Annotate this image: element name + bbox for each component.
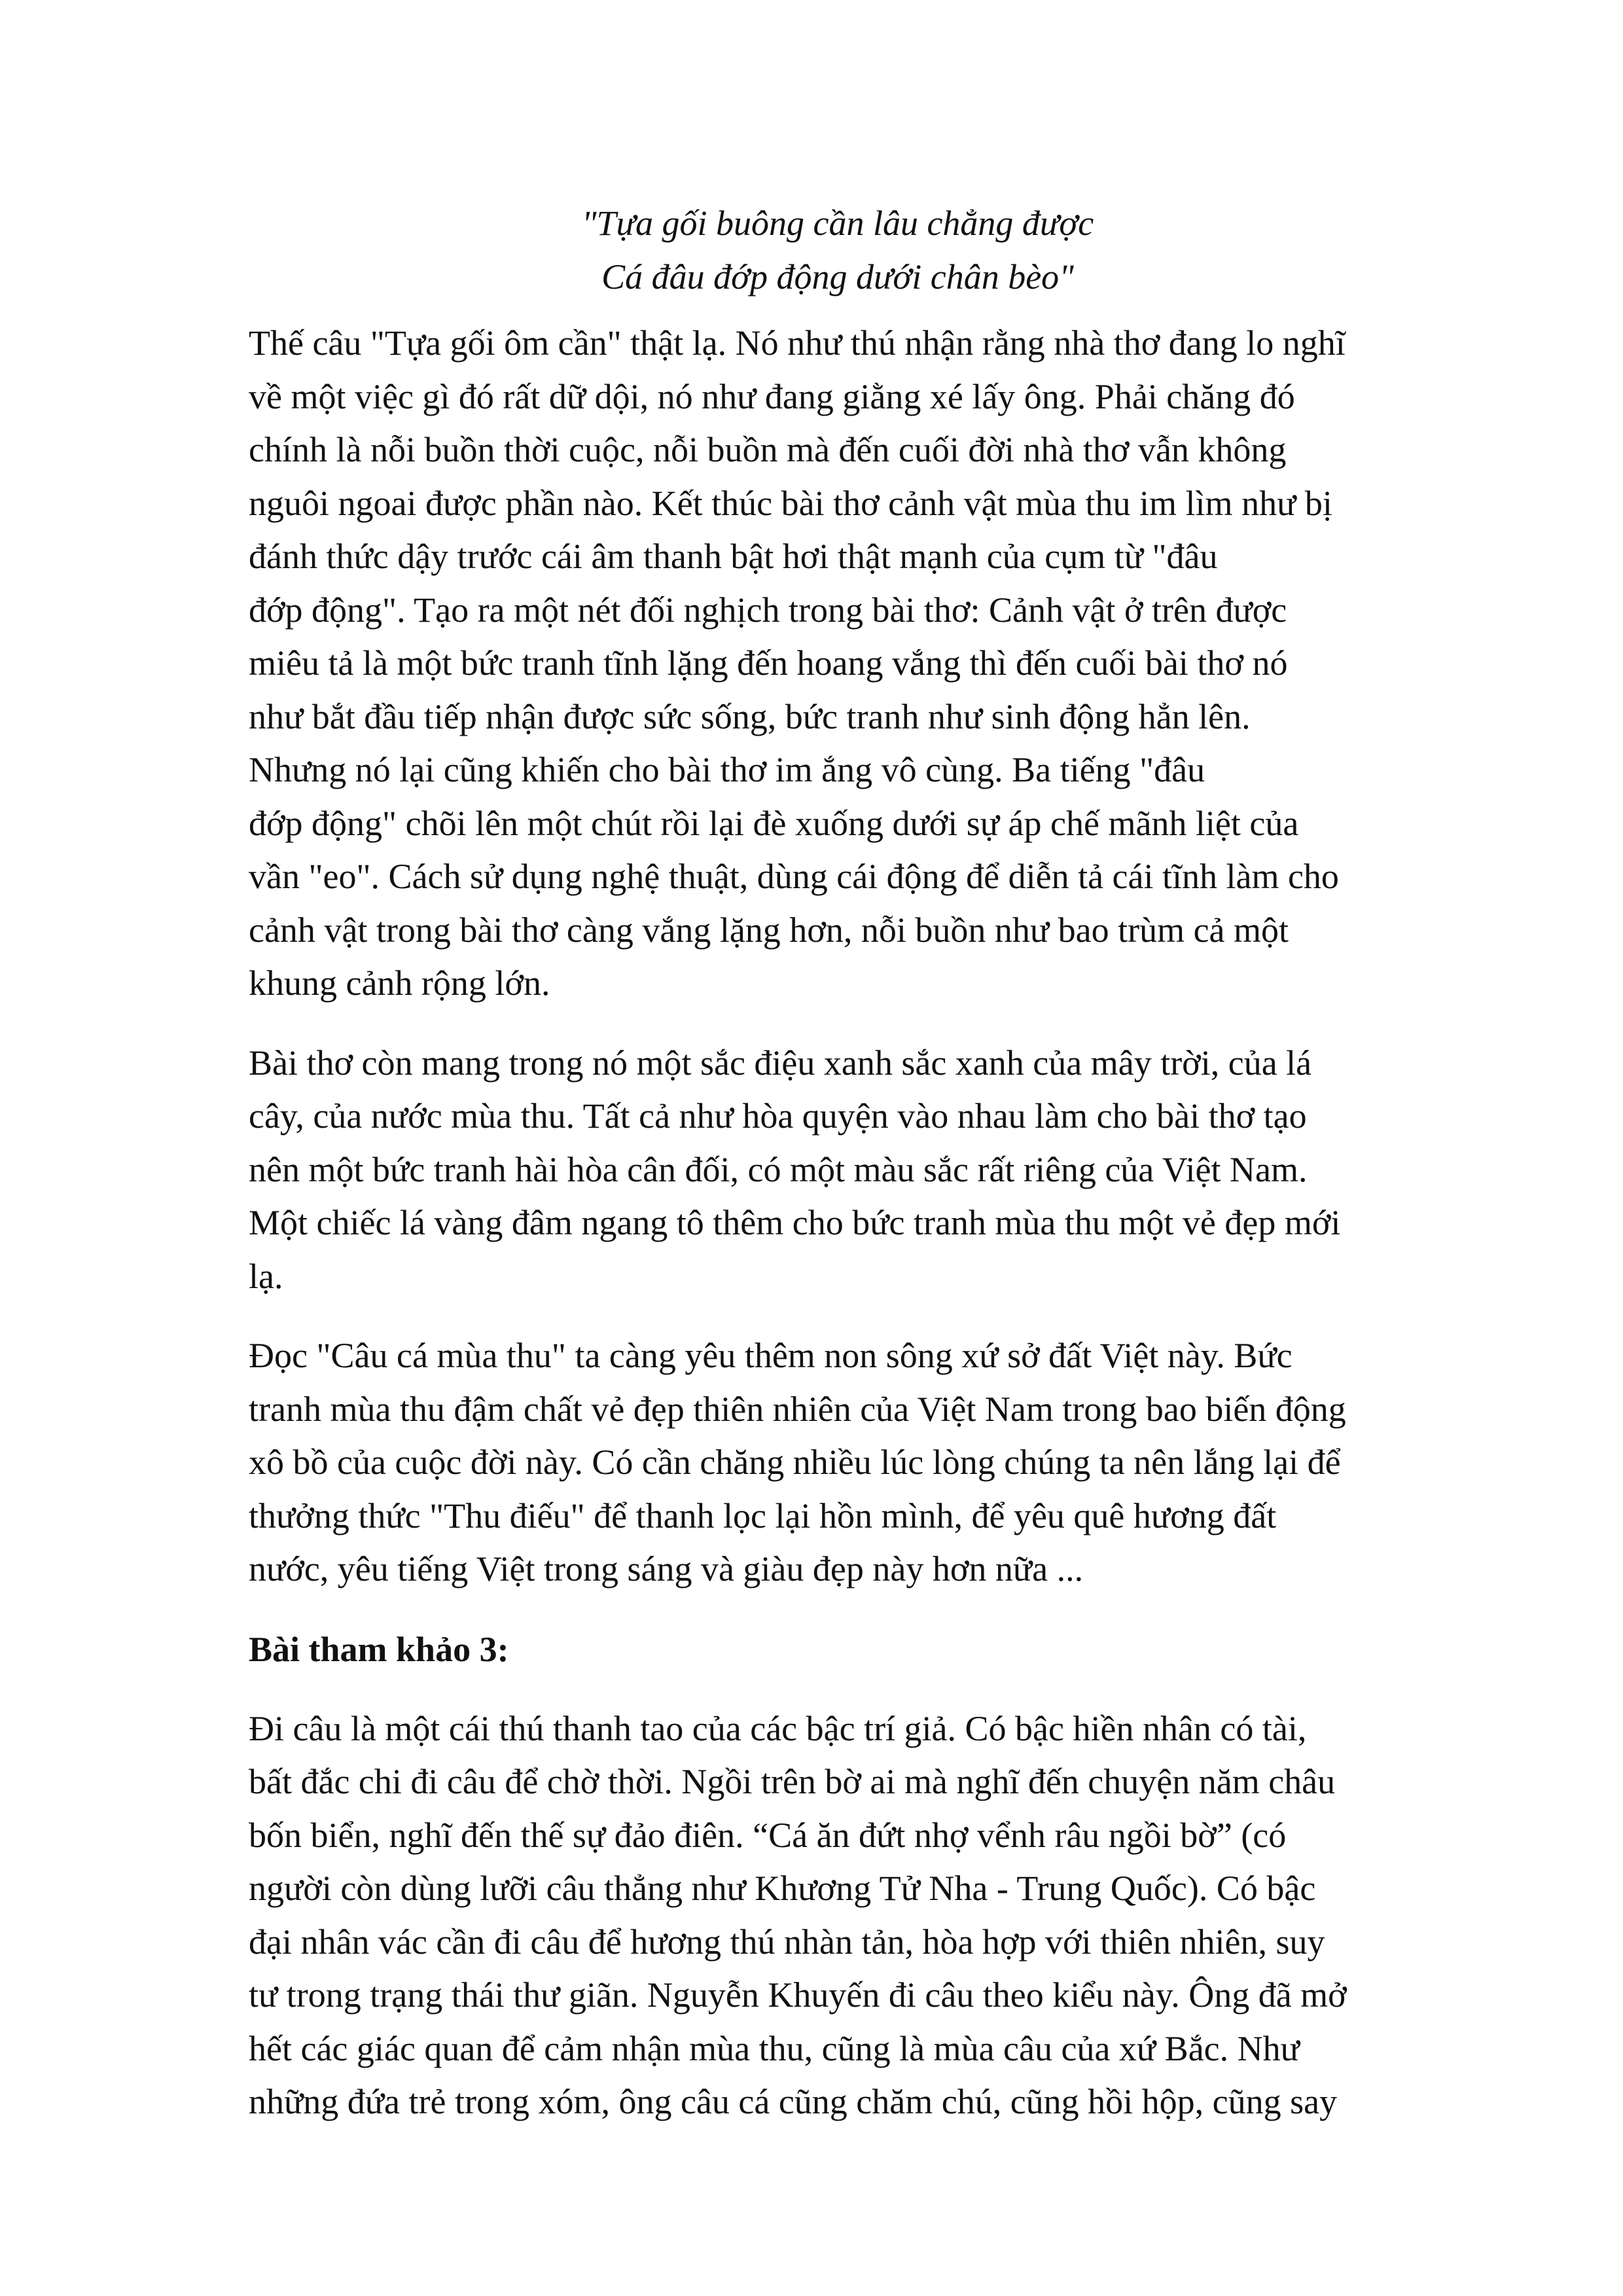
- text-line: vần "eo". Cách sử dụng nghệ thuật, dùng cái động để diễn tả cái tĩnh làm cho: [249, 857, 1339, 896]
- text-line: như bắt đầu tiếp nhận được sức sống, bức tranh như sinh động hẳn lên.: [249, 696, 1251, 736]
- paragraph-3: [249, 1329, 1427, 1596]
- poem-line-2: Cá đâu đớp động dưới chân bèo": [601, 257, 1074, 296]
- text-line: đớp động" chõi lên một chút rồi lại đè xuống dưới sự áp chế mãnh liệt của: [249, 803, 1299, 843]
- text-line: Đọc "Câu cá mùa thu" ta càng yêu thêm non sông xứ sở đất Việt này. Bức: [249, 1336, 1293, 1375]
- text-line: chính là nỗi buồn thời cuộc, nỗi buồn mà đến cuối đời nhà thơ vẫn không: [249, 430, 1287, 469]
- text-line: Một chiếc lá vàng đâm ngang tô thêm cho bức tranh mùa thu một vẻ đẹp mới: [249, 1203, 1341, 1242]
- text-line: tranh mùa thu đậm chất vẻ đẹp thiên nhiên của Việt Nam trong bao biến động: [249, 1389, 1346, 1429]
- text-line: đánh thức dậy trước cái âm thanh bật hơi thật mạnh của cụm từ "đâu: [249, 537, 1218, 576]
- text-line: cảnh vật trong bài thơ càng vắng lặng hơn, nỗi buồn như bao trùm cả một: [249, 910, 1289, 950]
- text-line: nước, yêu tiếng Việt trong sáng và giàu đẹp này hơn nữa ...: [249, 1549, 1084, 1588]
- text-line: nên một bức tranh hài hòa cân đối, có một màu sắc rất riêng của Việt Nam.: [249, 1149, 1308, 1189]
- text-line: những đứa trẻ trong xóm, ông câu cá cũng chăm chú, cũng hồi hộp, cũng say: [249, 2082, 1338, 2121]
- text-line: bốn biển, nghĩ đến thế sự đảo điên. “Cá ăn đứt nhợ vểnh râu ngồi bờ” (có: [249, 1815, 1287, 1855]
- text-line: hết các giác quan để cảm nhận mùa thu, cũng là mùa câu của xứ Bắc. Như: [249, 2028, 1300, 2068]
- document-page: [249, 196, 1427, 2155]
- paragraph-1: [249, 317, 1427, 1011]
- paragraph-4: [249, 1702, 1427, 2129]
- text-line: miêu tả là một bức tranh tĩnh lặng đến hoang vắng thì đến cuối bài thơ nó: [249, 643, 1288, 683]
- text-line: nguôi ngoai được phần nào. Kết thúc bài thơ cảnh vật mùa thu im lìm như bị: [249, 483, 1332, 523]
- text-line: Thế câu "Tựa gối ôm cần" thật lạ. Nó như thú nhận rằng nhà thơ đang lo nghĩ: [249, 323, 1346, 363]
- text-line: lạ.: [249, 1256, 283, 1296]
- text-line: bất đắc chi đi câu để chờ thời. Ngồi trên bờ ai mà nghĩ đến chuyện năm châu: [249, 1762, 1336, 1801]
- text-line: về một việc gì đó rất dữ dội, nó như đang giằng xé lấy ông. Phải chăng đó: [249, 376, 1295, 416]
- text-line: thưởng thức "Thu điếu" để thanh lọc lại hồn mình, để yêu quê hương đất: [249, 1496, 1277, 1535]
- poem-quote: [249, 196, 1427, 304]
- paragraph-2: [249, 1037, 1427, 1304]
- text-line: người còn dùng lưỡi câu thẳng như Khương Tử Nha - Trung Quốc). Có bậc: [249, 1869, 1316, 1908]
- text-line: đại nhân vác cần đi câu để hương thú nhàn tản, hòa hợp với thiên nhiên, suy: [249, 1922, 1325, 1962]
- text-line: xô bồ của cuộc đời này. Có cần chăng nhiều lúc lòng chúng ta nên lắng lại để: [249, 1443, 1341, 1482]
- section-heading: Bài tham khảo 3:: [249, 1629, 509, 1669]
- text-line: cây, của nước mùa thu. Tất cả như hòa quyện vào nhau làm cho bài thơ tạo: [249, 1096, 1307, 1136]
- text-line: Đi câu là một cái thú thanh tao của các bậc trí giả. Có bậc hiền nhân có tài,: [249, 1708, 1307, 1748]
- text-line: Bài thơ còn mang trong nó một sắc điệu xanh sắc xanh của mây trời, của lá: [249, 1043, 1312, 1083]
- poem-line-1: "Tựa gối buông cần lâu chẳng được: [581, 204, 1094, 243]
- text-line: Nhưng nó lại cũng khiến cho bài thơ im ắng vô cùng. Ba tiếng "đâu: [249, 750, 1205, 789]
- text-line: khung cảnh rộng lớn.: [249, 963, 550, 1003]
- text-line: đớp động". Tạo ra một nét đối nghịch trong bài thơ: Cảnh vật ở trên được: [249, 590, 1287, 630]
- text-line: tư trong trạng thái thư giãn. Nguyễn Khuyến đi câu theo kiểu này. Ông đã mở: [249, 1975, 1347, 2015]
